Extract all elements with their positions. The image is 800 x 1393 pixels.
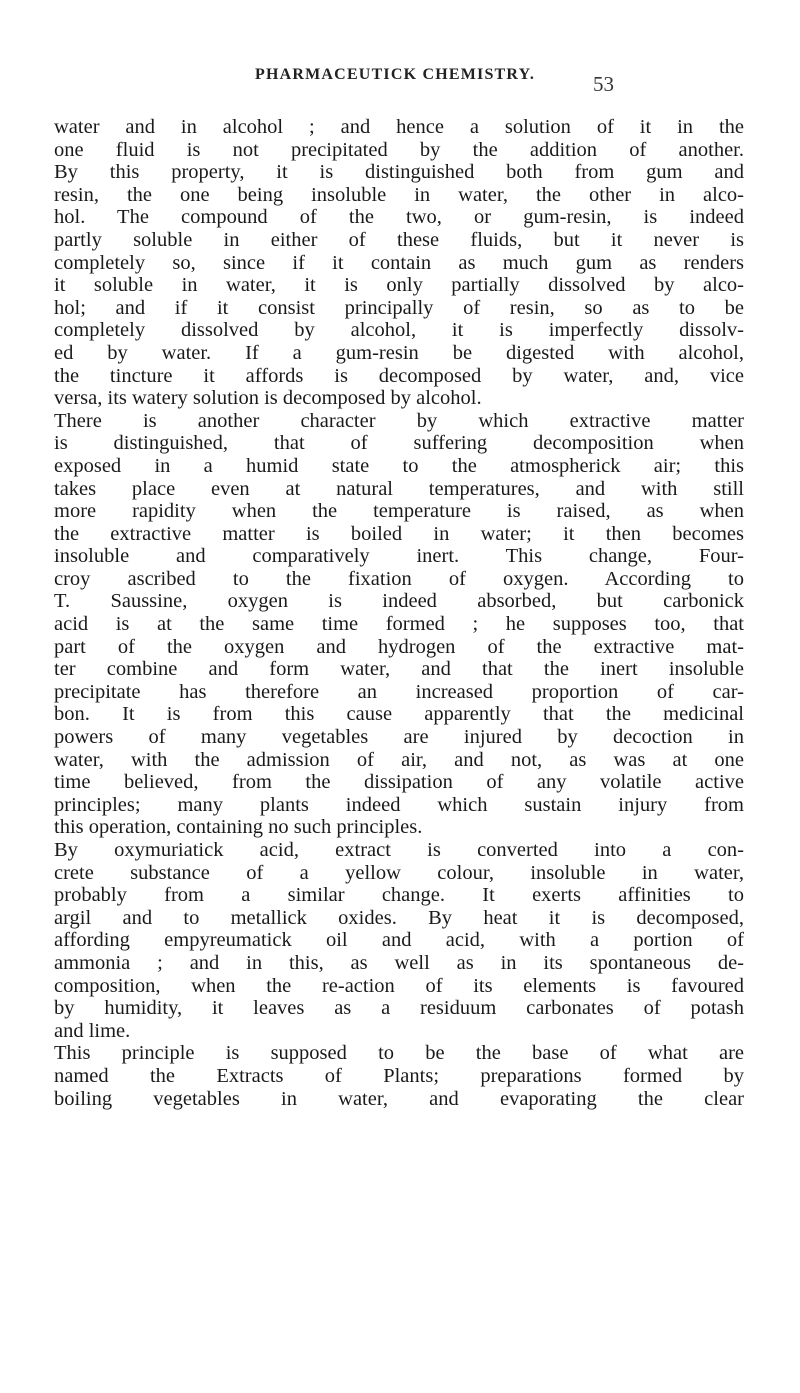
text-line: completely so, since if it contain as much gum as renders	[54, 251, 744, 274]
text-line: partly soluble in either of these fluids, but it never is	[54, 228, 744, 251]
text-line: T. Saussine, oxygen is indeed absorbed, but carbonick	[54, 590, 744, 613]
running-head	[0, 66, 800, 96]
text-line: ter combine and form water, and that the inert insoluble	[54, 658, 744, 681]
text-line: the tincture it affords is decomposed by water, and, vice	[54, 364, 744, 387]
text-line: takes place even at natural temperatures, and with still	[54, 477, 744, 500]
text-line: probably from a similar change. It exerts affinities to	[54, 884, 744, 907]
text-line: is distinguished, that of suffering decomposition when	[54, 432, 744, 455]
text-line: composition, when the re-action of its elements is favoured	[54, 974, 744, 997]
text-line: named the Extracts of Plants; preparations formed by	[54, 1064, 744, 1087]
text-line: part of the oxygen and hydrogen of the extractive mat-	[54, 635, 744, 658]
text-line: precipitate has therefore an increased proportion of car-	[54, 680, 744, 703]
text-line: resin, the one being insoluble in water, the other in alco-	[54, 183, 744, 206]
text-line: one fluid is not precipitated by the addition of another.	[54, 138, 744, 161]
text-line: By oxymuriatick acid, extract is converted into a con-	[54, 839, 744, 861]
text-line: argil and to metallick oxides. By heat it is decomposed,	[54, 906, 744, 929]
text-line: boiling vegetables in water, and evaporating the clear	[54, 1087, 744, 1110]
running-title: PHARMACEUTICK CHEMISTRY.	[255, 66, 536, 83]
text-line: water and in alcohol ; and hence a solution of it in the	[54, 116, 744, 138]
text-line: acid is at the same time formed ; he supposes too, that	[54, 613, 744, 636]
text-line: completely dissolved by alcohol, it is imperfectly dissolv-	[54, 319, 744, 342]
text-line: This principle is supposed to be the base of what are	[54, 1042, 744, 1065]
text-line: the extractive matter is boiled in water; it then becomes	[54, 522, 744, 545]
text-line: exposed in a humid state to the atmospherick air; this	[54, 454, 744, 477]
text-line: time believed, from the dissipation of any volatile active	[54, 771, 744, 794]
text-line: by humidity, it leaves as a residuum carbonates of potash	[54, 997, 744, 1020]
text-line: hol. The compound of the two, or gum-resin, is indeed	[54, 206, 744, 229]
text-line: croy ascribed to the fixation of oxygen. According to	[54, 567, 744, 590]
text-line: and lime.	[54, 1019, 131, 1042]
text-line: bon. It is from this cause apparently that the medicinal	[54, 703, 744, 726]
text-line: By this property, it is distinguished both from gum and	[54, 161, 744, 184]
text-line: ammonia ; and in this, as well as in its spontaneous de-	[54, 951, 744, 974]
text-line: it soluble in water, it is only partially dissolved by alco-	[54, 274, 744, 297]
text-line: more rapidity when the temperature is raised, as when	[54, 500, 744, 523]
text-line: principles; many plants indeed which sustain injury from	[54, 793, 744, 816]
text-line: versa, its watery solution is decomposed by alcohol.	[54, 387, 482, 410]
text-line: powers of many vegetables are injured by decoction in	[54, 726, 744, 749]
text-line: crete substance of a yellow colour, insoluble in water,	[54, 861, 744, 884]
text-line: water, with the admission of air, and not, as was at one	[54, 748, 744, 771]
text-line: ed by water. If a gum-resin be digested with alcohol,	[54, 341, 744, 364]
text-line: affording empyreumatick oil and acid, with a portion of	[54, 929, 744, 952]
page-number: 53	[593, 72, 614, 96]
text-line: this operation, containing no such principles.	[54, 816, 423, 839]
text-line: insoluble and comparatively inert. This change, Four-	[54, 545, 744, 568]
text-line: hol; and if it consist principally of resin, so as to be	[54, 296, 744, 319]
text-line: There is another character by which extractive matter	[54, 409, 744, 432]
body-text	[54, 116, 744, 1110]
